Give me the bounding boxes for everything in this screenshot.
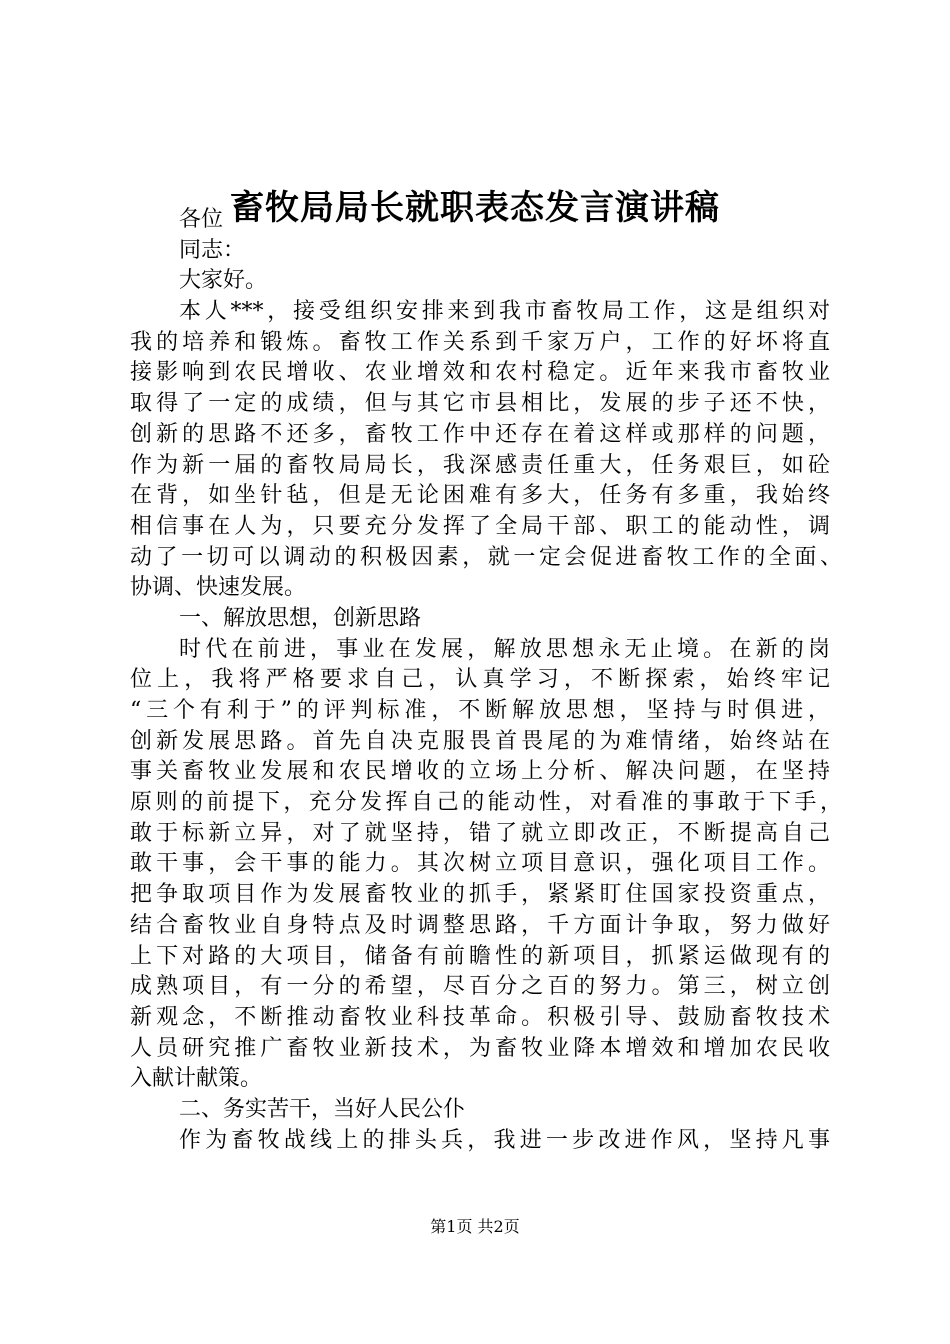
text-line: 新观念，不断推动畜牧业科技革命。积极引导、鼓励畜牧技术 (130, 1004, 830, 1030)
page-title: 畜牧局局长就职表态发言演讲稿 (230, 188, 720, 228)
text-line: 取得了一定的成绩，但与其它市县相比，发展的步子还不快， (130, 391, 830, 417)
text-line: 敢于标新立异，对了就坚持，错了就立即改正，不断提高自己 (130, 820, 830, 846)
text-line: 相信事在人为，只要充分发挥了全局干部、职工的能动性，调 (130, 513, 830, 539)
section-heading: 一、解放思想，创新思路 (179, 605, 422, 631)
section-heading: 二、务实苦干，当好人民公仆 (179, 1096, 466, 1122)
text-line: 在背，如坐针毡，但是无论困难有多大，任务有多重，我始终 (130, 483, 830, 509)
text-line: 敢干事，会干事的能力。其次树立项目意识，强化项目工作。 (130, 851, 830, 877)
text-line: 原则的前提下，充分发挥自己的能动性，对看准的事敢于下手， (130, 790, 842, 816)
text-line: 把争取项目作为发展畜牧业的抓手，紧紧盯住国家投资重点， (130, 882, 830, 908)
text-line: 成熟项目，有一分的希望，尽百分之百的努力。第三，树立创 (130, 974, 830, 1000)
text-line: 接影响到农民增收、农业增效和农村稳定。近年来我市畜牧业 (130, 360, 830, 386)
text-line: “三个有利于”的评判标准，不断解放思想，坚持与时俱进， (130, 698, 830, 723)
text-line: 本人***，接受组织安排来到我市畜牧局工作，这是组织对 (179, 299, 830, 325)
page-footer: 第1页 共2页 (430, 1217, 520, 1236)
text-line: 事关畜牧业发展和农民增收的立场上分析、解决问题，在坚持 (130, 759, 830, 785)
text-line: 同志： (179, 237, 246, 263)
text-line: 人员研究推广畜牧业新技术，为畜牧业降本增效和增加农民收 (130, 1035, 830, 1061)
text-line: 创新的思路不还多，畜牧工作中还存在着这样或那样的问题， (130, 421, 830, 447)
text-line: 协调、快速发展。 (130, 575, 307, 601)
text-line: 动了一切可以调动的积极因素，就一定会促进畜牧工作的全面、 (130, 544, 842, 570)
text-line: 作为新一届的畜牧局局长，我深感责任重大，任务艰巨，如砼 (130, 452, 830, 478)
text-line: 入献计献策。 (130, 1066, 263, 1092)
text-line: 位上，我将严格要求自己，认真学习，不断探索，始终牢记 (130, 667, 830, 693)
text-line: 上下对路的大项目，储备有前瞻性的新项目，抓紧运做现有的 (130, 943, 830, 969)
text-line: 结合畜牧业自身特点及时调整思路，千方面计争取，努力做好 (130, 912, 830, 938)
text-line: 时代在前进，事业在发展，解放思想永无止境。在新的岗 (179, 636, 830, 662)
text-line: 我的培养和锻炼。畜牧工作关系到千家万户，工作的好坏将直 (130, 329, 830, 355)
text-line: 大家好。 (179, 268, 268, 294)
text-line: 各位 (179, 207, 224, 232)
body-text (130, 205, 842, 1156)
text-line: 创新发展思路。首先自决克服畏首畏尾的为难情绪，始终站在 (130, 728, 830, 754)
text-line: 作为畜牧战线上的排头兵，我进一步改进作风，坚持凡事 (179, 1127, 830, 1153)
